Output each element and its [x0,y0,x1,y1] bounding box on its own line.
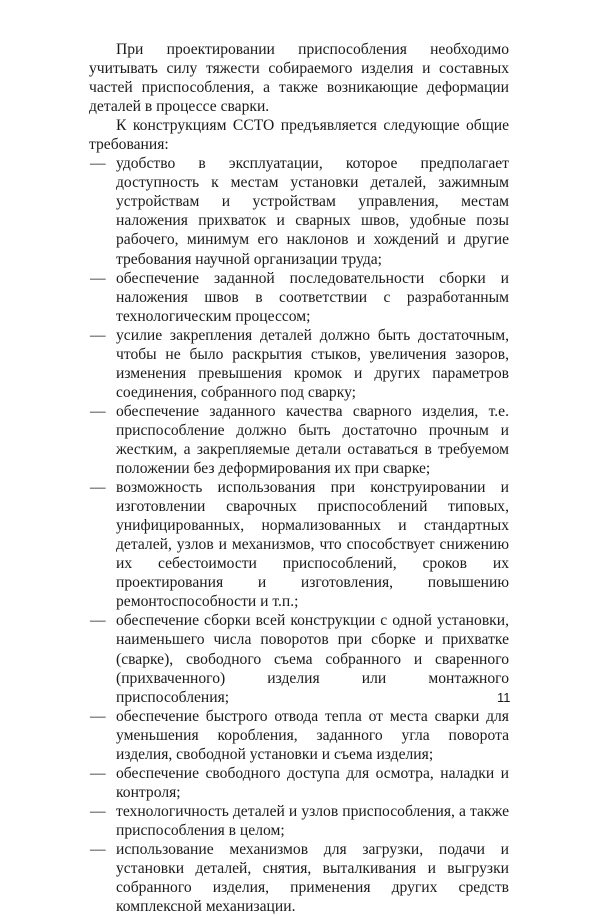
list-item-text: обеспечение быстрого отвода тепла от места сварки для уменьшения коробления, заданного угла поворота изделия, свободной установки и съема изделия; [116,707,509,763]
list-item-text: усилие закрепления деталей должно быть достаточным, чтобы не было раскрытия стыков, увеличения зазоров, изменения превышения кромок и других параметров соединения, собранного под сварку; [116,326,509,401]
list-item-text: обеспечение свободного доступа для осмотра, наладки и контроля; [116,764,509,801]
list-item [89,478,509,611]
body-text [89,40,509,916]
list-item-text: удобство в эксплуатации, которое предполагает доступность к местам установки деталей, зажимным устройствам и устройствам управления, местам наложения прихваток и сварных швов, удобные позы рабочего, минимум его наклонов и хождений и другие требования научной организации труда; [116,155,509,268]
page-number: 11 [497,690,511,705]
list-lead-paragraph: К конструкциям ССТО предъявляется следующие общие требования: [89,117,509,154]
list-item [89,611,509,706]
list-item-text: использование механизмов для загрузки, подачи и установки деталей, снятия, выталкивания и выгрузки собранного изделия, применения других средств комплексной механизации. [116,840,509,916]
list-item-text: возможность использования при конструировании и изготовлении сварочных приспособлений типовых, унифицированных, нормализованных и стандартных деталей, узлов и механизмов, что способствует снижению их себестоимости приспособлений, сроков их проектирования и изготовления, повышению ремонтоспособности и т.п.; [116,479,509,611]
list-item-text: обеспечение заданной последовательности сборки и наложения швов в соответствии с разработанным технологическим процессом; [116,269,509,325]
list-item [89,402,509,478]
bullet-dash: — [90,707,106,725]
bullet-dash: — [90,155,106,173]
list-item [89,802,509,840]
bullet-dash: — [90,840,106,858]
bullet-dash: — [90,764,106,782]
bullet-dash: — [90,612,106,630]
list-item-text: обеспечение заданного качества сварного изделия, т.е. приспособление должно быть достаточно прочным и жестким, а закрепляемые детали оставаться в требуемом положении без деформирования их при сварке; [116,402,509,478]
list-item-text: технологичность деталей и узлов приспособления, а также приспособления в целом; [116,802,509,839]
list-item [89,764,509,802]
bullet-dash: — [90,269,106,287]
intro-paragraph: При проектировании приспособления необходимо учитывать силу тяжести собираемого изделия и составных частей приспособления, а также возникающие деформации деталей в процессе сварки. [89,41,509,116]
list-item [89,707,509,764]
list-item [89,154,509,268]
list-item [89,269,509,326]
bullet-dash: — [90,402,106,420]
bullet-dash: — [90,802,106,820]
bullet-dash: — [90,326,106,344]
bullet-dash: — [90,479,106,497]
list-item-text: обеспечение сборки всей конструкции с одной установки, наименьшего числа поворотов при сборке и прихватке (сварке), свободного съема собранного и сваренного (прихваченного) изделия или монтажного приспособления; [116,612,509,706]
requirements-list [89,154,509,916]
list-item [89,326,509,402]
list-item [89,840,509,916]
